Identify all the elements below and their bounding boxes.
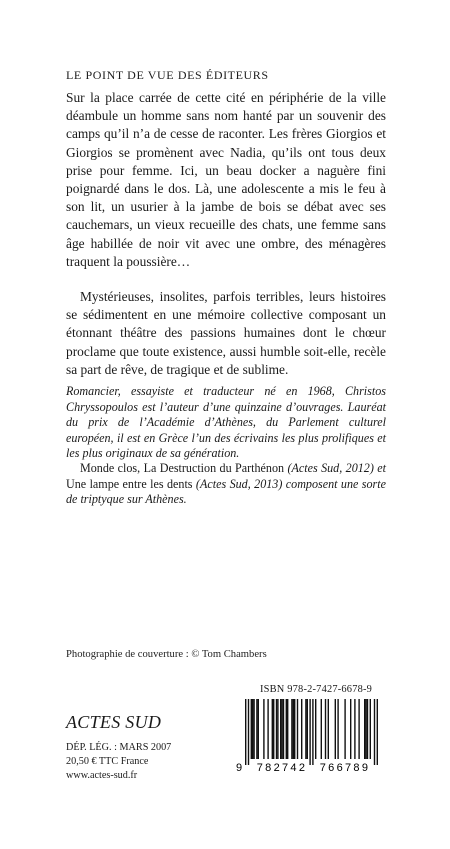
barcode-first-digit: 9: [236, 762, 243, 774]
barcode-bar: [252, 699, 253, 759]
barcode-bar: [321, 699, 322, 759]
barcode: [232, 699, 392, 775]
barcode-bar: [350, 699, 351, 759]
barcode-bar: [309, 699, 310, 765]
author-works: [66, 461, 386, 508]
barcode-bar: [305, 699, 306, 759]
publisher-logo: ACTES SUD: [66, 712, 162, 732]
barcode-bar: [258, 699, 259, 759]
barcode-bar: [294, 699, 295, 759]
barcode-left-digits: 782742: [256, 762, 308, 774]
barcode-bar: [364, 699, 365, 759]
barcode-bar: [337, 699, 338, 759]
barcode-bar: [256, 699, 257, 759]
work-title-1: Monde clos, La Destruction du Parthénon: [80, 461, 285, 475]
website: www.actes-sud.fr: [66, 770, 138, 781]
barcode-bar: [301, 699, 302, 759]
legal-deposit: DÉP. LÉG. : MARS 2007: [66, 742, 172, 753]
summary-paragraph-2: Mystérieuses, insolites, parfois terribles, leurs histoires se sédimentent en une mémoire collective composant un étonnant théâtre des passions humaines dont le chœur proclame que toute existence, aussi humble soit-elle, recèle sa part de rêve, de tragique et de sublime.: [66, 289, 386, 377]
barcode-bar: [307, 699, 308, 759]
barcode-bar: [367, 699, 368, 759]
barcode-bar: [273, 699, 274, 759]
barcode-bar: [245, 699, 246, 765]
barcode-bar: [297, 699, 298, 759]
barcode-bar: [377, 699, 378, 765]
publication-info-1: (Actes Sud, 2012) et: [284, 461, 386, 475]
summary-paragraph-1: Sur la place carrée de cette cité en périphérie de la ville déambule un homme sans nom hanté par un souvenir des camps qu’il n’a de cesse de raconter. Les frères Giorgios et Giorgios se promènent avec Nadia, qu’ils ont tous deux prise pour femme. Ici, un beau docker a naguère fini poignardé dans le dos. Là, une adolescente a mis le feu à son lit, un usurier à la jambe de bois se débat avec ses cauchemars, un vieux recueille des chats, une femme sans âge habillée de noir vit avec une ombre, des ménagères traquent la poussière…: [66, 90, 386, 269]
author-bio: Romancier, essayiste et traducteur né en 1968, Christos Chryssopoulos est l’auteur d’une quinzaine d’ouvrages. Lauréat du prix de l’Académie d’Athènes, du Parlement culturel européen, il est en Grèce l’un des écrivains les plus prolifiques et les plus originaux de sa génération.: [66, 384, 386, 461]
barcode-bar: [328, 699, 329, 759]
barcode-bar: [263, 699, 264, 759]
section-heading: LE POINT DE VUE DES ÉDITEURS: [66, 68, 269, 82]
barcode-right-digits: 766789: [319, 762, 371, 774]
barcode-bar: [354, 699, 355, 759]
barcode-bar: [276, 699, 277, 759]
work-title-2: Une lampe entre les dents: [66, 476, 193, 491]
barcode-bar: [281, 699, 282, 759]
publication-info-2: (Actes Sud, 2013) composent une sorte de triptyque sur Athènes.: [66, 476, 386, 507]
barcode-bar: [358, 699, 359, 759]
photo-credit: Photographie de couverture : © Tom Chambers: [66, 649, 267, 660]
barcode-bar: [286, 699, 287, 759]
barcode-bar: [293, 699, 294, 759]
barcode-bar: [312, 699, 313, 765]
price: 20,50 € TTC France: [66, 756, 149, 767]
barcode-bar: [272, 699, 273, 759]
barcode-bar: [287, 699, 288, 759]
isbn: ISBN 978-2-7427-6678-9: [260, 684, 373, 695]
barcode-bar: [365, 699, 366, 759]
barcode-bar: [344, 699, 345, 759]
barcode-bar: [325, 699, 326, 759]
barcode-bar: [251, 699, 252, 759]
barcode-bar: [277, 699, 278, 759]
barcode-bar: [291, 699, 292, 759]
barcode-bar: [248, 699, 249, 765]
barcode-bar: [374, 699, 375, 765]
barcode-bar: [335, 699, 336, 759]
barcode-bar: [315, 699, 316, 759]
barcode-bar: [283, 699, 284, 759]
barcode-bar: [253, 699, 254, 759]
barcode-bar: [370, 699, 371, 759]
barcode-bar: [267, 699, 268, 759]
barcode-bar: [280, 699, 281, 759]
